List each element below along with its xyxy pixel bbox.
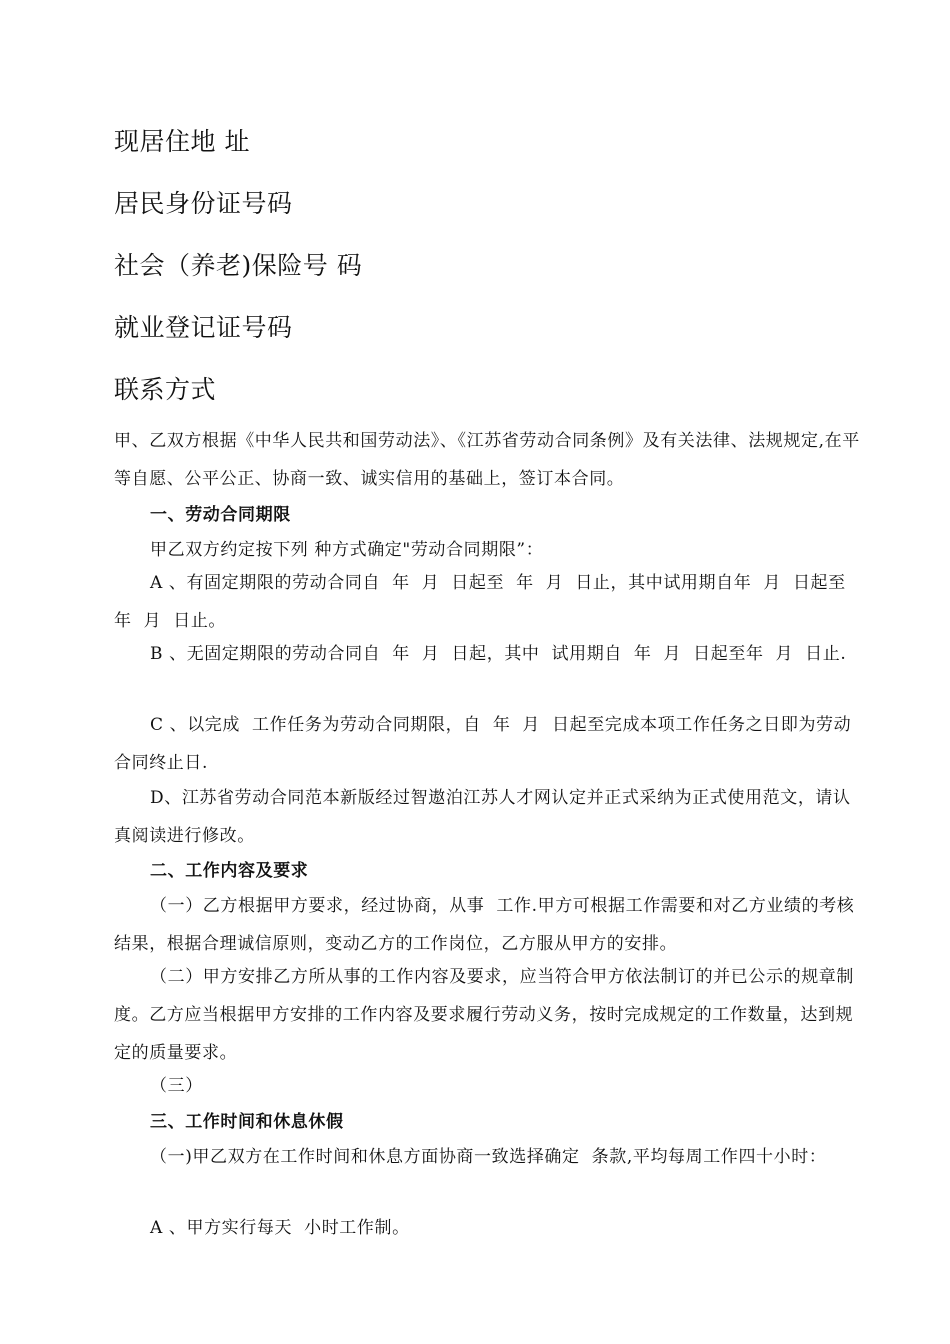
- field-employment-registration-label: 就业登记证号码: [114, 313, 293, 342]
- section-1-lead: 甲乙双方约定按下列 种方式确定"劳动合同期限”：: [150, 540, 544, 560]
- field-id-number-label: 居民身份证号码: [114, 189, 293, 218]
- field-contact-label: 联系方式: [114, 375, 217, 404]
- section-2-paragraph-1: （一）乙方根据甲方要求，经过协商，从事 工作.甲方可根据工作需要和对乙方业绩的考核结果，根据合理诚信原则，变动乙方的工作岗位，乙方服从甲方的安排。: [114, 896, 855, 954]
- section-3-paragraph-1: （一)甲乙双方在工作时间和休息方面协商一致选择确定 条款,平均每周工作四十小时：: [150, 1147, 827, 1167]
- section-3-option-a: A 、甲方实行每天 小时工作制。: [150, 1218, 410, 1238]
- section-3-heading: 三、工作时间和休息休假: [150, 1112, 344, 1132]
- section-2-paragraph-2: （二）甲方安排乙方所从事的工作内容及要求，应当符合甲方依法制订的并已公示的规章制度。乙方应当根据甲方安排的工作内容及要求履行劳动义务，按时完成规定的工作数量，达到规定的质量要求。: [114, 967, 854, 1063]
- section-1-heading: 一、劳动合同期限: [150, 505, 291, 525]
- section-1-note-d: D、江苏省劳动合同范本新版经过智遨泊江苏人才网认定并正式采纳为正式使用范文，请认真阅读进行修改。: [114, 788, 851, 846]
- section-1-option-c: C 、以完成 工作任务为劳动合同期限，自 年 月 日起至完成本项工作任务之日即为劳动合同终止日.: [114, 715, 852, 773]
- section-1-option-a: A 、有固定期限的劳动合同自 年 月 日起至 年 月 日止，其中试用期自年 月 日起至 年 月 日止。: [114, 573, 858, 631]
- intro-paragraph: 甲、乙双方根据《中华人民共和国劳动法》、《江苏省劳动合同条例》及有关法律、法规规定,在平等自愿、公平公正、协商一致、诚实信用的基础上，签订本合同。: [114, 431, 860, 489]
- field-address-label: 现居住地 址: [114, 127, 250, 156]
- section-2-paragraph-3: （三）: [150, 1076, 203, 1096]
- section-2-heading: 二、工作内容及要求: [150, 861, 309, 881]
- field-social-security-label: 社会（养老)保险号 码: [114, 251, 363, 280]
- section-1-option-b: B 、无固定期限的劳动合同自 年 月 日起，其中 试用期自 年 月 日起至年 月 日止.: [150, 644, 847, 664]
